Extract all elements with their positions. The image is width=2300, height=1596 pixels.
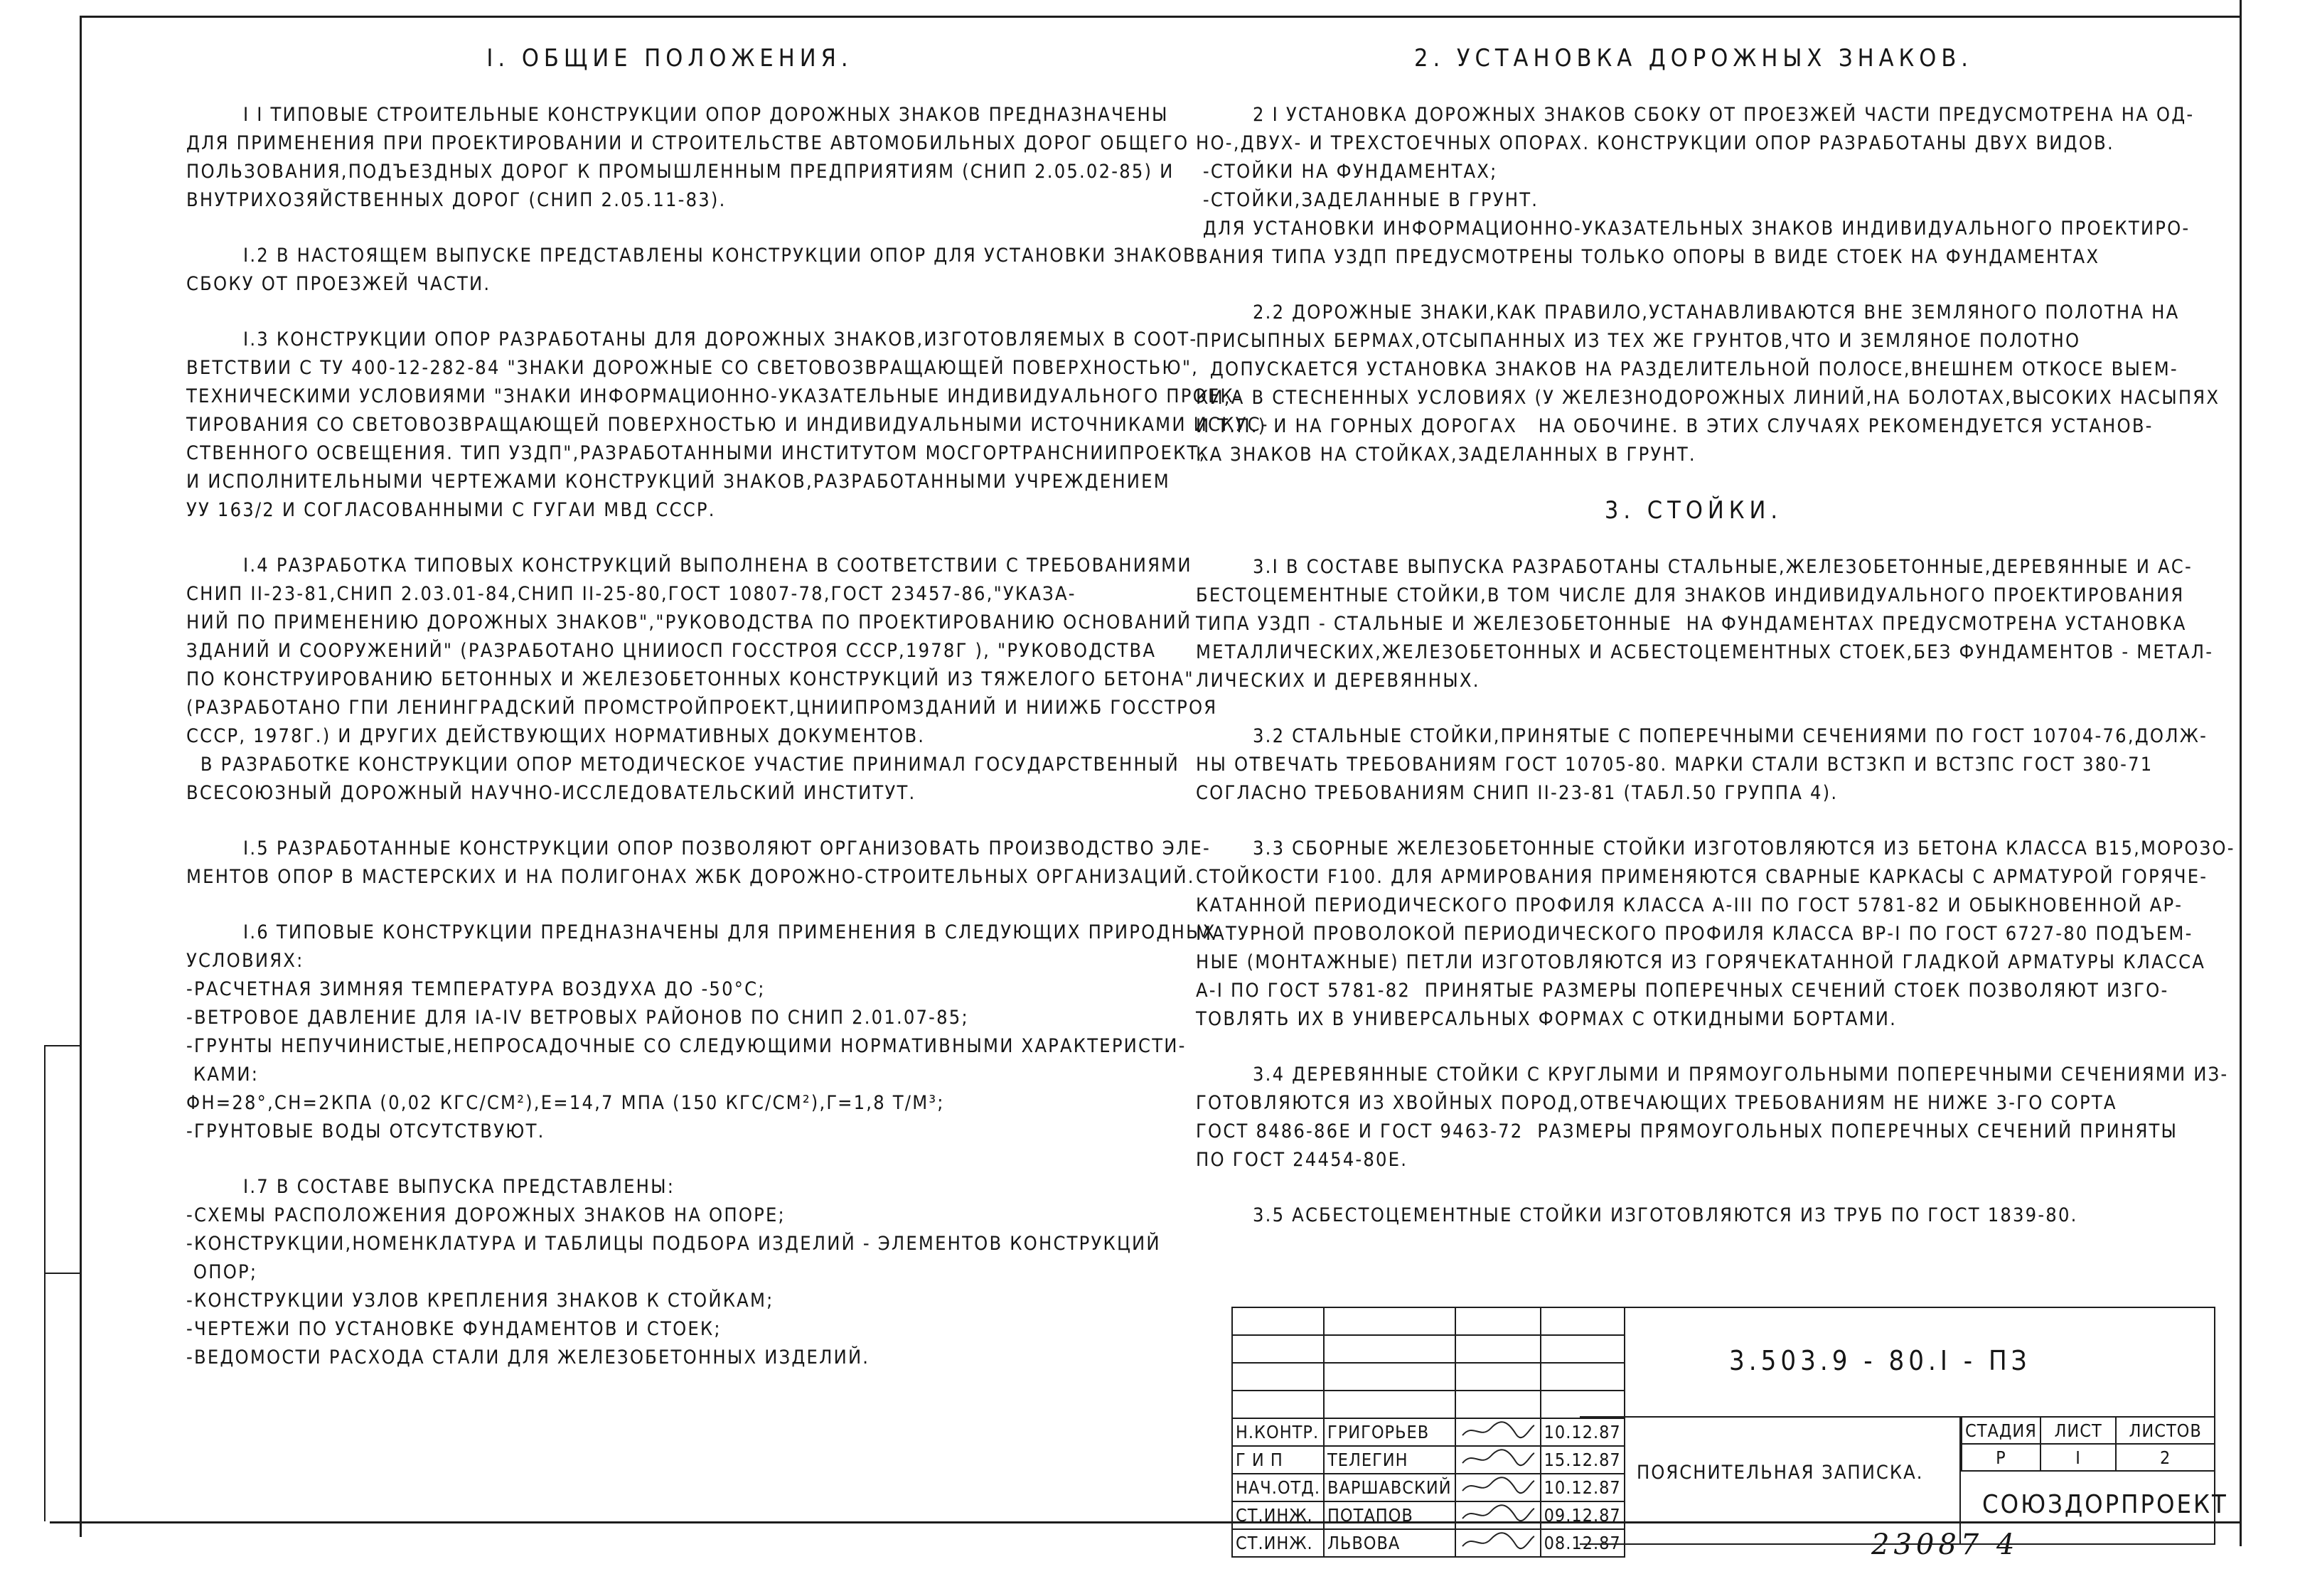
signer-date: 15.12.87 <box>1541 1446 1625 1474</box>
doc-code-cell <box>1580 1307 2215 1418</box>
text-line: ВНУТРИХОЗЯЙСТВЕННЫХ ДОРОГ (СНИП 2.05.11-83). <box>186 189 727 211</box>
text-line: 3.2 СТАЛЬНЫЕ СТОЙКИ,ПРИНЯТЫЕ С ПОПЕРЕЧНЫМИ СЕЧЕНИЯМИ ПО ГОСТ 10704-76,ДОЛЖ- <box>1253 725 2208 747</box>
section-2-title: 2. УСТАНОВКА ДОРОЖНЫХ ЗНАКОВ. <box>1413 44 1974 73</box>
signer-role: Н.КОНТР. <box>1232 1418 1324 1446</box>
signer-row <box>1232 1529 1625 1557</box>
signer-signature <box>1455 1418 1541 1446</box>
text-line: УСЛОВИЯХ: <box>186 950 304 972</box>
signer-date: 10.12.87 <box>1541 1418 1625 1446</box>
text-line: ВСЕСОЮЗНЫЙ ДОРОЖНЫЙ НАУЧНО-ИССЛЕДОВАТЕЛЬСКИЙ ИНСТИТУТ. <box>186 782 916 804</box>
text-line: ΦН=28°,CН=2КПА (0,02 КГС/СМ²),E=14,7 МПА (150 КГС/СМ²),Γ=1,8 Т/М³; <box>186 1092 945 1114</box>
paragraph <box>1196 722 2208 808</box>
text-line: ЛИЧЕСКИХ И ДЕРЕВЯННЫХ. <box>1196 670 1480 692</box>
paragraph <box>1196 1061 2229 1174</box>
signature-scribble-icon <box>1459 1420 1537 1441</box>
signer-role: СТ.ИНЖ. <box>1232 1529 1324 1557</box>
paragraph <box>186 1173 1161 1372</box>
text-line: -ЧЕРТЕЖИ ПО УСТАНОВКЕ ФУНДАМЕНТОВ И СТОЕК; <box>186 1318 722 1340</box>
text-line: ПО ГОСТ 24454-80Е. <box>1196 1149 1408 1171</box>
text-line: -ВЕДОМОСТИ РАСХОДА СТАЛИ ДЛЯ ЖЕЛЕЗОБЕТОННЫХ ИЗДЕЛИЙ. <box>186 1346 870 1369</box>
text-line: ДЛЯ ПРИМЕНЕНИЯ ПРИ ПРОЕКТИРОВАНИИ И СТРОИТЕЛЬСТВЕ АВТОМОБИЛЬНЫХ ДОРОГ ОБЩЕГО <box>186 132 1189 154</box>
signature-scribble-icon <box>1459 1531 1537 1552</box>
text-line: I.7 В СОСТАВЕ ВЫПУСКА ПРЕДСТАВЛЕНЫ: <box>243 1176 675 1198</box>
text-line: ТИПА УЗДП - СТАЛЬНЫЕ И ЖЕЛЕЗОБЕТОННЫЕ НА ФУНДАМЕНТАХ ПРЕДУСМОТРЕНА УСТАНОВКА <box>1196 613 2187 635</box>
text-line: НЫЕ (МОНТАЖНЫЕ) ПЕТЛИ ИЗГОТОВЛЯЮТСЯ ИЗ ГОРЯЧЕКАТАННОЙ ГЛАДКОЙ АРМАТУРЫ КЛАССА <box>1196 951 2206 973</box>
text-line: 3.I В СОСТАВЕ ВЫПУСКА РАЗРАБОТАНЫ СТАЛЬНЫЕ,ЖЕЛЕЗОБЕТОННЫЕ,ДЕРЕВЯННЫЕ И АС- <box>1253 556 2193 578</box>
stage-value: Р <box>1962 1444 2040 1471</box>
signer-name: ПОТАПОВ <box>1324 1501 1455 1529</box>
sheet-header: ЛИСТ <box>2040 1417 2116 1444</box>
text-line: 3.3 СБОРНЫЕ ЖЕЛЕЗОБЕТОННЫЕ СТОЙКИ ИЗГОТОВЛЯЮТСЯ ИЗ БЕТОНА КЛАССА B15,МОРОЗО- <box>1253 837 2235 859</box>
text-line: КАТАННОЙ ПЕРИОДИЧЕСКОГО ПРОФИЛЯ КЛАССА А-III ПО ГОСТ 5781-82 И ОБЫКНОВЕННОЙ АР- <box>1196 894 2183 916</box>
text-line: ОПОР; <box>186 1261 258 1283</box>
text-line: И Т.П.) И НА ГОРНЫХ ДОРОГАХ НА ОБОЧИНЕ. В ЭТИХ СЛУЧАЯХ РЕКОМЕНДУЕТСЯ УСТАНОВ- <box>1196 415 2154 437</box>
frame-left-line <box>80 16 82 1537</box>
signer-role: Г И П <box>1232 1446 1324 1474</box>
text-line: ПРИСЫПНЫХ БЕРМАХ,ОТСЫПАННЫХ ИЗ ТЕХ ЖЕ ГРУНТОВ,ЧТО И ЗЕМЛЯНОЕ ПОЛОТНО <box>1196 330 2081 352</box>
margin-mark-3 <box>44 1273 80 1274</box>
paragraph <box>186 835 1211 891</box>
text-line: КА ЗНАКОВ НА СТОЙКАХ,ЗАДЕЛАННЫХ В ГРУНТ. <box>1196 444 1696 466</box>
text-line: В РАЗРАБОТКЕ КОНСТРУКЦИИ ОПОР МЕТОДИЧЕСКОЕ УЧАСТИЕ ПРИНИМАЛ ГОСУДАРСТВЕННЫЙ <box>186 754 1180 776</box>
signer-signature <box>1455 1474 1541 1501</box>
section-2-body <box>1196 101 2220 469</box>
right-column <box>1196 44 2235 1257</box>
text-line: СТОЙКОСТИ F100. ДЛЯ АРМИРОВАНИЯ ПРИМЕНЯЮТСЯ СВАРНЫЕ КАРКАСЫ С АРМАТУРОЙ ГОРЯЧЕ- <box>1196 866 2208 888</box>
text-line: БЕСТОЦЕМЕНТНЫЕ СТОЙКИ,В ТОМ ЧИСЛЕ ДЛЯ ЗНАКОВ ИНДИВИДУАЛЬНОГО ПРОЕКТИРОВАНИЯ <box>1196 584 2185 606</box>
text-line: А-I ПО ГОСТ 5781-82 ПРИНЯТЫЕ РАЗМЕРЫ ПОПЕРЕЧНЫХ СЕЧЕНИЙ СТОЕК ПОЗВОЛЯЮТ ИЗГО- <box>1196 980 2169 1002</box>
text-line: ВЕТСТВИИ С ТУ 400-12-282-84 "ЗНАКИ ДОРОЖНЫЕ СО СВЕТОВОЗВРАЩАЮЩЕЙ ПОВЕРХНОСТЬЮ", <box>186 357 1199 379</box>
signer-date: 09.12.87 <box>1541 1501 1625 1529</box>
signer-signature <box>1455 1446 1541 1474</box>
text-line: МАТУРНОЙ ПРОВОЛОКОЙ ПЕРИОДИЧЕСКОГО ПРОФИЛЯ КЛАССА ВР-I ПО ГОСТ 6727-80 ПОДЪЕМ- <box>1196 923 2193 945</box>
text-line: ПО КОНСТРУИРОВАНИЮ БЕТОННЫХ И ЖЕЛЕЗОБЕТОННЫХ КОНСТРУКЦИЙ ИЗ ТЯЖЕЛОГО БЕТОНА" <box>186 668 1194 690</box>
text-line: ПОЛЬЗОВАНИЯ,ПОДЪЕЗДНЫХ ДОРОГ К ПРОМЫШЛЕННЫМ ПРЕДПРИЯТИЯМ (СНИП 2.05.02-85) И <box>186 161 1175 183</box>
doc-code: 3.503.9 - 80.I - ПЗ <box>1729 1345 2031 1376</box>
margin-mark-2 <box>44 1045 46 1521</box>
signer-role: СТ.ИНЖ. <box>1232 1501 1324 1529</box>
text-line: МЕНТОВ ОПОР В МАСТЕРСКИХ И НА ПОЛИГОНАХ ЖБК ДОРОЖНО-СТРОИТЕЛЬНЫХ ОРГАНИЗАЦИЙ. <box>186 866 1195 888</box>
stage-table <box>1961 1416 2215 1472</box>
text-line: I.5 РАЗРАБОТАННЫЕ КОНСТРУКЦИИ ОПОР ПОЗВОЛЯЮТ ОРГАНИЗОВАТЬ ПРОИЗВОДСТВО ЭЛЕ- <box>243 837 1211 859</box>
text-line: СНИП II-23-81,СНИП 2.03.01-84,СНИП II-25-80,ГОСТ 10807-78,ГОСТ 23457-86,"УКАЗА- <box>186 583 1076 605</box>
paragraph <box>186 918 1216 1146</box>
organization: СОЮЗДОРПРОЕКТ <box>1982 1490 2228 1519</box>
sheets-header: ЛИСТОВ <box>2116 1417 2215 1444</box>
text-line: СТВЕННОГО ОСВЕЩЕНИЯ. ТИП УЗДП",РАЗРАБОТАННЫМИ ИНСТИТУТОМ МОСГОРТРАНСНИИПРОЕКТ, <box>186 442 1207 464</box>
signer-row <box>1232 1501 1625 1529</box>
signer-name: ЛЬВОВА <box>1324 1529 1455 1557</box>
text-line: ЗДАНИЙ И СООРУЖЕНИЙ" (РАЗРАБОТАНО ЦНИИОСП ГОССТРОЯ СССР,1978Г ), "РУКОВОДСТВА <box>186 640 1157 662</box>
text-line: 3.4 ДЕРЕВЯННЫЕ СТОЙКИ С КРУГЛЫМИ И ПРЯМОУГОЛЬНЫМИ ПОПЕРЕЧНЫМИ СЕЧЕНИЯМИ ИЗ- <box>1253 1064 2229 1086</box>
paragraph <box>1196 299 2220 469</box>
text-line: СБОКУ ОТ ПРОЕЗЖЕЙ ЧАСТИ. <box>186 273 491 295</box>
text-line: ТЕХНИЧЕСКИМИ УСЛОВИЯМИ "ЗНАКИ ИНФОРМАЦИОННО-УКАЗАТЕЛЬНЫЕ ИНДИВИДУАЛЬНОГО ПРОЕК- <box>186 385 1242 407</box>
signature-scribble-icon <box>1459 1475 1537 1496</box>
signer-row <box>1232 1474 1625 1501</box>
margin-mark-1 <box>44 1045 80 1046</box>
paragraph <box>1196 553 2214 695</box>
text-line: 3.5 АСБЕСТОЦЕМЕНТНЫЕ СТОЙКИ ИЗГОТОВЛЯЮТСЯ ИЗ ТРУБ ПО ГОСТ 1839-80. <box>1253 1204 2078 1226</box>
paragraph <box>186 326 1269 525</box>
signer-row <box>1232 1446 1625 1474</box>
text-line: (РАЗРАБОТАНО ГПИ ЛЕНИНГРАДСКИЙ ПРОМСТРОЙПРОЕКТ,ЦНИИПРОМЗДАНИЙ И НИИЖБ ГОССТРОЯ <box>186 697 1218 719</box>
signer-date: 10.12.87 <box>1541 1474 1625 1501</box>
text-line: -КОНСТРУКЦИИ,НОМЕНКЛАТУРА И ТАБЛИЦЫ ПОДБОРА ИЗДЕЛИЙ - ЭЛЕМЕНТОВ КОНСТРУКЦИЙ <box>186 1233 1161 1255</box>
stage-header: СТАДИЯ <box>1962 1417 2040 1444</box>
section-1-title: I. ОБЩИЕ ПОЛОЖЕНИЯ. <box>486 44 853 73</box>
text-line: ТОВЛЯТЬ ИХ В УНИВЕРСАЛЬНЫХ ФОРМАХ С ОТКИДНЫМИ БОРТАМИ. <box>1196 1008 1898 1030</box>
text-line: НО-,ДВУХ- И ТРЕХСТОЕЧНЫХ ОПОРАХ. КОНСТРУКЦИИ ОПОР РАЗРАБОТАНЫ ДВУХ ВИДОВ. <box>1196 132 2114 154</box>
section-3-title: 3. СТОЙКИ. <box>1604 496 1783 525</box>
paragraph <box>186 242 1197 299</box>
text-line: ТИРОВАНИЯ СО СВЕТОВОЗВРАЩАЮЩЕЙ ПОВЕРХНОСТЬЮ И ИНДИВИДУАЛЬНЫМИ ИСТОЧНИКАМИ ИСКУС- <box>186 414 1269 436</box>
paragraph <box>1196 835 2235 1034</box>
text-line: -СТОЙКИ НА ФУНДАМЕНТАХ; <box>1196 161 1498 183</box>
signature-scribble-icon <box>1459 1447 1537 1469</box>
text-line: I I ТИПОВЫЕ СТРОИТЕЛЬНЫЕ КОНСТРУКЦИИ ОПОР ДОРОЖНЫХ ЗНАКОВ ПРЕДНАЗНАЧЕНЫ <box>243 104 1169 126</box>
text-line: ГОСТ 8486-86Е И ГОСТ 9463-72 РАЗМЕРЫ ПРЯМОУГОЛЬНЫХ ПОПЕРЕЧНЫХ СЕЧЕНИЙ ПРИНЯТЫ <box>1196 1120 2178 1142</box>
text-line: 2 I УСТАНОВКА ДОРОЖНЫХ ЗНАКОВ СБОКУ ОТ ПРОЕЗЖЕЙ ЧАСТИ ПРЕДУСМОТРЕНА НА ОД- <box>1253 104 2195 126</box>
text-line: ГОТОВЛЯЮТСЯ ИЗ ХВОЙНЫХ ПОРОД,ОТВЕЧАЮЩИХ ТРЕБОВАНИЯМ НЕ НИЖЕ 3-ГО СОРТА <box>1196 1092 2117 1114</box>
title-block <box>1231 1307 2228 1553</box>
text-line: -ГРУНТОВЫЕ ВОДЫ ОТСУТСТВУЮТ. <box>186 1120 545 1142</box>
text-line: МЕТАЛЛИЧЕСКИХ,ЖЕЛЕЗОБЕТОННЫХ И АСБЕСТОЦЕМЕНТНЫХ СТОЕК,БЕЗ ФУНДАМЕНТОВ - МЕТАЛ- <box>1196 641 2214 663</box>
text-line: КИ,А В СТЕСНЕННЫХ УСЛОВИЯХ (У ЖЕЛЕЗНОДОРОЖНЫХ ЛИНИЙ,НА БОЛОТАХ,ВЫСОКИХ НАСЫПЯХ <box>1196 387 2220 409</box>
frame-right-line <box>2240 0 2242 1546</box>
signer-row <box>1232 1418 1625 1446</box>
signature-scribble-icon <box>1459 1503 1537 1524</box>
signer-signature <box>1455 1501 1541 1529</box>
signer-date: 08.12.87 <box>1541 1529 1625 1557</box>
section-1-body <box>186 101 1269 1372</box>
signer-signature <box>1455 1529 1541 1557</box>
text-line: КАМИ: <box>186 1064 260 1086</box>
signer-role: НАЧ.ОТД. <box>1232 1474 1324 1501</box>
text-line: -РАСЧЕТНАЯ ЗИМНЯЯ ТЕМПЕРАТУРА ВОЗДУХА ДО -50°С; <box>186 978 766 1000</box>
text-line: НЫ ОТВЕЧАТЬ ТРЕБОВАНИЯМ ГОСТ 10705-80. МАРКИ СТАЛИ ВСТ3КП И ВСТ3ПС ГОСТ 380-71 <box>1196 754 2154 776</box>
text-line: -ГРУНТЫ НЕПУЧИНИСТЫЕ,НЕПРОСАДОЧНЫЕ СО СЛЕДУЮЩИМИ НОРМАТИВНЫМИ ХАРАКТЕРИСТИ- <box>186 1035 1187 1057</box>
paragraph <box>186 552 1218 808</box>
doc-title: ПОЯСНИТЕЛЬНАЯ ЗАПИСКА. <box>1637 1462 1924 1484</box>
text-line: -СХЕМЫ РАСПОЛОЖЕНИЯ ДОРОЖНЫХ ЗНАКОВ НА ОПОРЕ; <box>186 1204 786 1226</box>
signer-name: ВАРШАВСКИЙ <box>1324 1474 1455 1501</box>
signature-table <box>1231 1307 1625 1558</box>
text-line: ВАНИЯ ТИПА УЗДП ПРЕДУСМОТРЕНЫ ТОЛЬКО ОПОРЫ В ВИДЕ СТОЕК НА ФУНДАМЕНТАХ <box>1196 246 2100 268</box>
text-line: НИЙ ПО ПРИМЕНЕНИЮ ДОРОЖНЫХ ЗНАКОВ","РУКОВОДСТВА ПО ПРОЕКТИРОВАНИЮ ОСНОВАНИЙ <box>186 611 1192 633</box>
paragraph <box>1196 1201 2191 1230</box>
text-line: I.4 РАЗРАБОТКА ТИПОВЫХ КОНСТРУКЦИЙ ВЫПОЛНЕНА В СООТВЕТСТВИИ С ТРЕБОВАНИЯМИ <box>243 555 1192 577</box>
text-line: 2.2 ДОРОЖНЫЕ ЗНАКИ,КАК ПРАВИЛО,УСТАНАВЛИВАЮТСЯ ВНЕ ЗЕМЛЯНОГО ПОЛОТНА НА <box>1253 301 2180 323</box>
text-line: И ИСПОЛНИТЕЛЬНЫМИ ЧЕРТЕЖАМИ КОНСТРУКЦИЙ ЗНАКОВ,РАЗРАБОТАННЫМИ УЧРЕЖДЕНИЕМ <box>186 471 1170 493</box>
text-line: ДОПУСКАЕТСЯ УСТАНОВКА ЗНАКОВ НА РАЗДЕЛИТЕЛЬНОЙ ПОЛОСЕ,ВНЕШНЕМ ОТКОСЕ ВЫЕМ- <box>1196 358 2178 380</box>
paragraph <box>186 101 1189 215</box>
sheet-value: I <box>2040 1444 2116 1471</box>
text-line: -КОНСТРУКЦИИ УЗЛОВ КРЕПЛЕНИЯ ЗНАКОВ К СТОЙКАМ; <box>186 1290 774 1312</box>
text-line: ДЛЯ УСТАНОВКИ ИНФОРМАЦИОННО-УКАЗАТЕЛЬНЫХ ЗНАКОВ ИНДИВИДУАЛЬНОГО ПРОЕКТИРО- <box>1196 218 2191 240</box>
text-line: I.6 ТИПОВЫЕ КОНСТРУКЦИИ ПРЕДНАЗНАЧЕНЫ ДЛЯ ПРИМЕНЕНИЯ В СЛЕДУЮЩИХ ПРИРОДНЫХ <box>243 921 1216 943</box>
doc-title-cell <box>1580 1418 1961 1545</box>
text-line: УУ 163/2 И СОГЛАСОВАННЫМИ С ГУГАИ МВД СССР. <box>186 499 716 521</box>
section-3-body <box>1196 553 2235 1230</box>
text-line: СОГЛАСНО ТРЕБОВАНИЯМ СНИП II-23-81 (ТАБЛ.50 ГРУППА 4). <box>1196 782 1839 804</box>
left-column <box>186 44 1269 1399</box>
signer-name: ГРИГОРЬЕВ <box>1324 1418 1455 1446</box>
signer-name: ТЕЛЕГИН <box>1324 1446 1455 1474</box>
text-line: -ВЕТРОВОЕ ДАВЛЕНИЕ ДЛЯ IА-IV ВЕТРОВЫХ РАЙОНОВ ПО СНИП 2.01.07-85; <box>186 1007 969 1029</box>
text-line: -СТОЙКИ,ЗАДЕЛАННЫЕ В ГРУНТ. <box>1196 189 1539 211</box>
handwritten-number: 23087 4 <box>1871 1528 2019 1561</box>
frame-top-line <box>80 16 2241 18</box>
sheets-value: 2 <box>2116 1444 2215 1471</box>
paragraph <box>1196 101 2195 272</box>
text-line: I.3 КОНСТРУКЦИИ ОПОР РАЗРАБОТАНЫ ДЛЯ ДОРОЖНЫХ ЗНАКОВ,ИЗГОТОВЛЯЕМЫХ В СООТ- <box>243 328 1198 350</box>
text-line: I.2 В НАСТОЯЩЕМ ВЫПУСКЕ ПРЕДСТАВЛЕНЫ КОНСТРУКЦИИ ОПОР ДЛЯ УСТАНОВКИ ЗНАКОВ <box>243 245 1197 267</box>
text-line: СССР, 1978Г.) И ДРУГИХ ДЕЙСТВУЮЩИХ НОРМАТИВНЫХ ДОКУМЕНТОВ. <box>186 725 926 747</box>
